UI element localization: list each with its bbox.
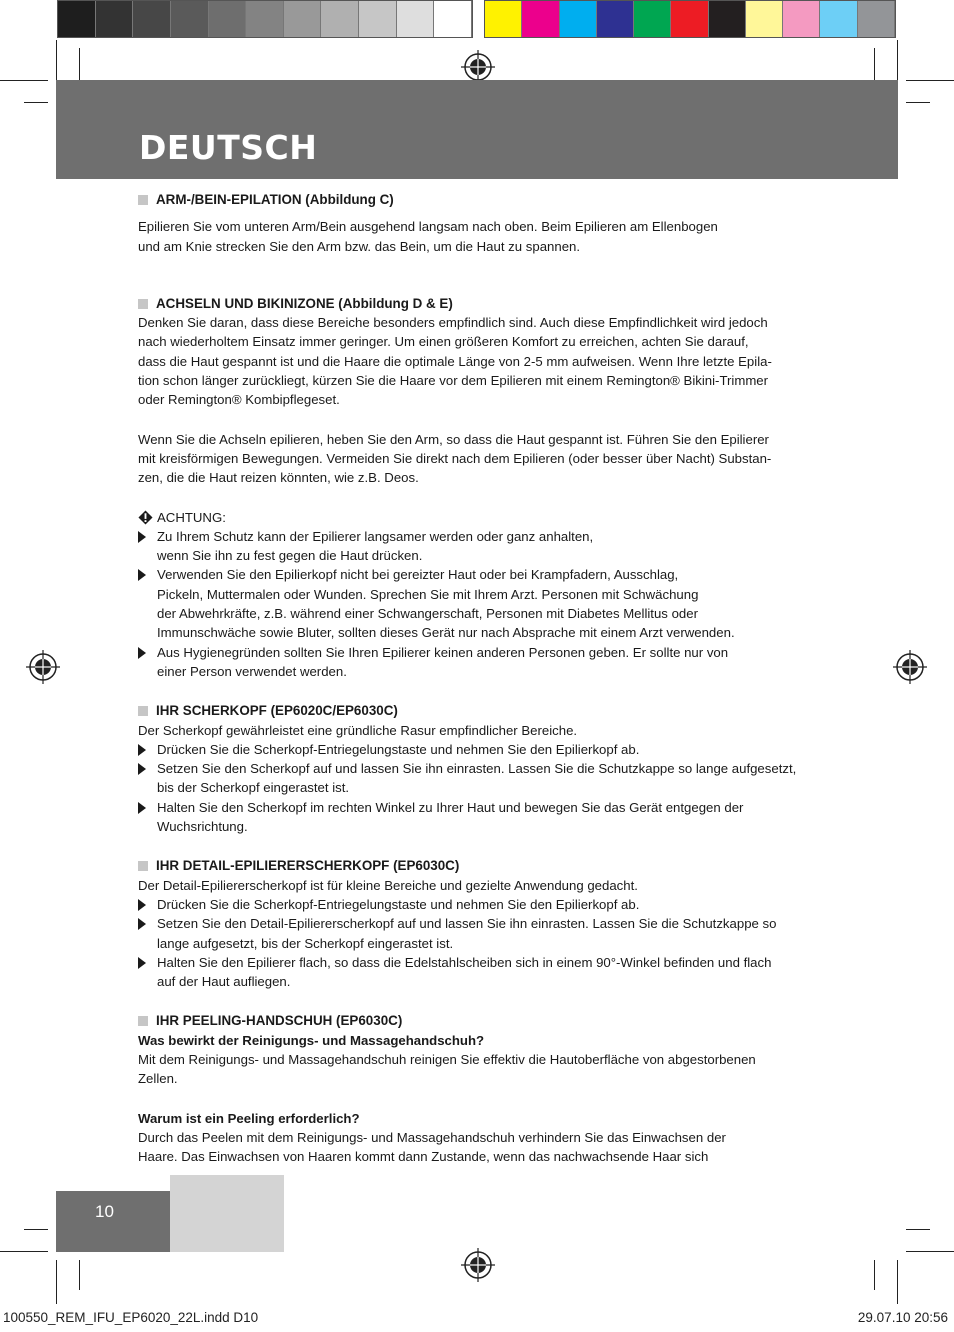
color-swatch bbox=[284, 1, 322, 37]
page-tab-light bbox=[170, 1175, 284, 1252]
list-item: Halten Sie den Scherkopf im rechten Winkel zu Ihrer Haut und bewegen Sie das Gerät entgegen der Wuchsrichtung. bbox=[138, 798, 844, 837]
crop-mark bbox=[874, 48, 875, 80]
section-heading-arm: ARM-/BEIN-EPILATION (Abbildung C) bbox=[138, 190, 844, 209]
registration-mark-icon bbox=[461, 50, 495, 84]
square-bullet-icon bbox=[138, 195, 148, 205]
color-swatch bbox=[434, 1, 472, 37]
warning-heading: ACHTUNG: bbox=[138, 508, 844, 527]
crop-mark bbox=[897, 40, 898, 80]
crop-mark bbox=[24, 1229, 48, 1230]
triangle-bullet-icon bbox=[138, 569, 146, 581]
section-heading-peeling: IHR PEELING-HANDSCHUH (EP6030C) bbox=[138, 1011, 844, 1030]
triangle-bullet-icon bbox=[138, 802, 146, 814]
achseln-paragraph-1: Denken Sie daran, dass diese Bereiche besonders empfindlich sind. Auch diese Empfindlichkeit wird jedoch nach wiederholtem Einsatz immer geringer. Um einen größeren Komfort zu erreichen, achten Sie darauf, dass die Haut gespannt ist und die Haare die optimale Länge von 2-5 mm aufweisen. Wenn Ihre letzte Epila- tion schon länger zurückliegt, kürzen Sie die Haare vor dem Epilieren mit einem Remington® Bikini-Trimmer oder Remington® Kombipflegeset. bbox=[138, 315, 772, 408]
color-swatch bbox=[171, 1, 209, 37]
color-swatch bbox=[597, 1, 634, 37]
header-band bbox=[56, 80, 898, 179]
triangle-bullet-icon bbox=[138, 918, 146, 930]
section-heading-scherkopf: IHR SCHERKOPF (EP6020C/EP6030C) bbox=[138, 701, 844, 720]
color-swatch bbox=[397, 1, 435, 37]
registration-mark-icon bbox=[893, 650, 927, 684]
square-bullet-icon bbox=[138, 1016, 148, 1026]
content-area bbox=[138, 190, 844, 1166]
triangle-bullet-icon bbox=[138, 899, 146, 911]
triangle-bullet-icon bbox=[138, 647, 146, 659]
file-slug: 100550_REM_IFU_EP6020_22L.indd D10 bbox=[3, 1310, 259, 1325]
color-swatch bbox=[58, 1, 96, 37]
list-item: Aus Hygienegründen sollten Sie Ihren Epilierer keinen anderen Personen geben. Er sollte nur von einer Person verwendet werden. bbox=[138, 643, 844, 682]
page-title: DEUTSCH bbox=[139, 128, 318, 167]
crop-mark bbox=[0, 80, 48, 81]
peeling-question-1: Was bewirkt der Reinigungs- und Massagehandschuh? bbox=[138, 1032, 485, 1048]
color-swatch bbox=[321, 1, 359, 37]
list-item: Setzen Sie den Scherkopf auf und lassen Sie ihn einrasten. Lassen Sie die Schutzkappe so lange aufgesetzt, bis der Scherkopf eingerastet ist. bbox=[138, 759, 844, 798]
crop-mark bbox=[0, 1251, 48, 1252]
detail-intro: Der Detail-Epiliererscherkopf ist für kleine Bereiche und gezielte Anwendung gedacht. bbox=[138, 877, 638, 893]
color-swatch bbox=[560, 1, 597, 37]
peeling-question-2: Warum ist ein Peeling erforderlich? bbox=[138, 1110, 360, 1126]
square-bullet-icon bbox=[138, 861, 148, 871]
crop-mark bbox=[56, 40, 57, 80]
gray-color-bar bbox=[57, 0, 473, 38]
color-swatch bbox=[209, 1, 247, 37]
crop-mark bbox=[906, 80, 954, 81]
list-item: Setzen Sie den Detail-Epiliererscherkopf auf und lassen Sie ihn einrasten. Lassen Sie die Schutzkappe so lange aufgesetzt, bis der Scherkopf eingerastet ist. bbox=[138, 914, 844, 953]
scherkopf-intro: Der Scherkopf gewährleistet eine gründliche Rasur empfindlicher Bereiche. bbox=[138, 722, 578, 738]
color-swatch bbox=[485, 1, 522, 37]
arm-paragraph: Epilieren Sie vom unteren Arm/Bein ausgehend langsam nach oben. Beim Epilieren am Ellenbogen und am Knie strecken Sie den Arm bzw. das Bein, um die Haut zu spannen. bbox=[138, 219, 718, 254]
color-swatch bbox=[96, 1, 134, 37]
triangle-bullet-icon bbox=[138, 957, 146, 969]
crop-mark bbox=[906, 102, 930, 103]
list-item: Verwenden Sie den Epilierkopf nicht bei gereizter Haut oder bei Krampfadern, Ausschlag, Pickeln, Muttermalen oder Wunden. Sprechen Sie mit Ihrem Arzt. Personen mit Schwächung der Abwehrkräfte, z.B. während einer Schwangerschaft, Personen mit Diabetes Mellitus oder Immunschwäche sowie Bluter, sollten dieses Gerät nur nach Absprache mit einem Arzt verwenden. bbox=[138, 565, 844, 642]
triangle-bullet-icon bbox=[138, 744, 146, 756]
color-swatch bbox=[783, 1, 820, 37]
cmyk-color-bar bbox=[484, 0, 896, 38]
page-number: 10 bbox=[95, 1202, 114, 1221]
list-item: Drücken Sie die Scherkopf-Entriegelungstaste und nehmen Sie den Epilierkopf ab. bbox=[138, 895, 844, 914]
date-slug: 29.07.10 20:56 bbox=[857, 1310, 948, 1325]
triangle-bullet-icon bbox=[138, 531, 146, 543]
list-item: Halten Sie den Epilierer flach, so dass die Edelstahlscheiben sich in einem 90°-Winkel befinden und flach auf der Haut aufliegen. bbox=[138, 953, 844, 992]
crop-mark bbox=[906, 1251, 954, 1252]
peeling-answer-1: Mit dem Reinigungs- und Massagehandschuh reinigen Sie effektiv die Hautoberfläche von abgestorbenen Zellen. bbox=[138, 1051, 756, 1087]
color-swatch bbox=[820, 1, 857, 37]
triangle-bullet-icon bbox=[138, 763, 146, 775]
list-item: Drücken Sie die Scherkopf-Entriegelungstaste und nehmen Sie den Epilierkopf ab. bbox=[138, 740, 844, 759]
registration-mark-icon bbox=[26, 650, 60, 684]
square-bullet-icon bbox=[138, 706, 148, 716]
achseln-paragraph-2: Wenn Sie die Achseln epilieren, heben Sie den Arm, so dass die Haut gespannt ist. Führen Sie den Epilierer mit kreisförmigen Bewegungen. Vermeiden Sie direkt nach dem Epilieren (oder besser über Nacht) Substan- zen, die die Haut reizen könnten, wie z.B. Deos. bbox=[138, 431, 772, 486]
peeling-answer-2: Durch das Peelen mit dem Reinigungs- und Massagehandschuh verhindern Sie das Einwachsen der Haare. Das Einwachsen von Haaren kommt dann Zustande, wenn das nachwachsende Haar sich bbox=[138, 1129, 726, 1165]
color-swatch bbox=[522, 1, 559, 37]
list-item: Zu Ihrem Schutz kann der Epilierer langsamer werden oder ganz anhalten, wenn Sie ihn zu fest gegen die Haut drücken. bbox=[138, 527, 844, 566]
scherkopf-list bbox=[138, 740, 844, 836]
color-swatch bbox=[634, 1, 671, 37]
warning-list bbox=[138, 527, 844, 681]
warning-diamond-icon bbox=[138, 510, 153, 525]
crop-mark bbox=[24, 102, 48, 103]
registration-mark-icon bbox=[461, 1248, 495, 1282]
color-swatch bbox=[746, 1, 783, 37]
detail-list bbox=[138, 895, 844, 991]
crop-mark bbox=[79, 1260, 80, 1290]
color-swatch bbox=[858, 1, 895, 37]
square-bullet-icon bbox=[138, 299, 148, 309]
color-swatch bbox=[133, 1, 171, 37]
crop-mark bbox=[79, 48, 80, 80]
section-heading-detail: IHR DETAIL-EPILIERERSCHERKOPF (EP6030C) bbox=[138, 856, 844, 875]
crop-mark bbox=[874, 1260, 875, 1290]
color-swatch bbox=[709, 1, 746, 37]
color-swatch bbox=[246, 1, 284, 37]
crop-mark bbox=[56, 1260, 57, 1304]
section-heading-achseln: ACHSELN UND BIKINIZONE (Abbildung D & E) bbox=[138, 294, 844, 313]
crop-mark bbox=[897, 1260, 898, 1304]
crop-mark bbox=[906, 1229, 930, 1230]
color-swatch bbox=[671, 1, 708, 37]
color-swatch bbox=[359, 1, 397, 37]
